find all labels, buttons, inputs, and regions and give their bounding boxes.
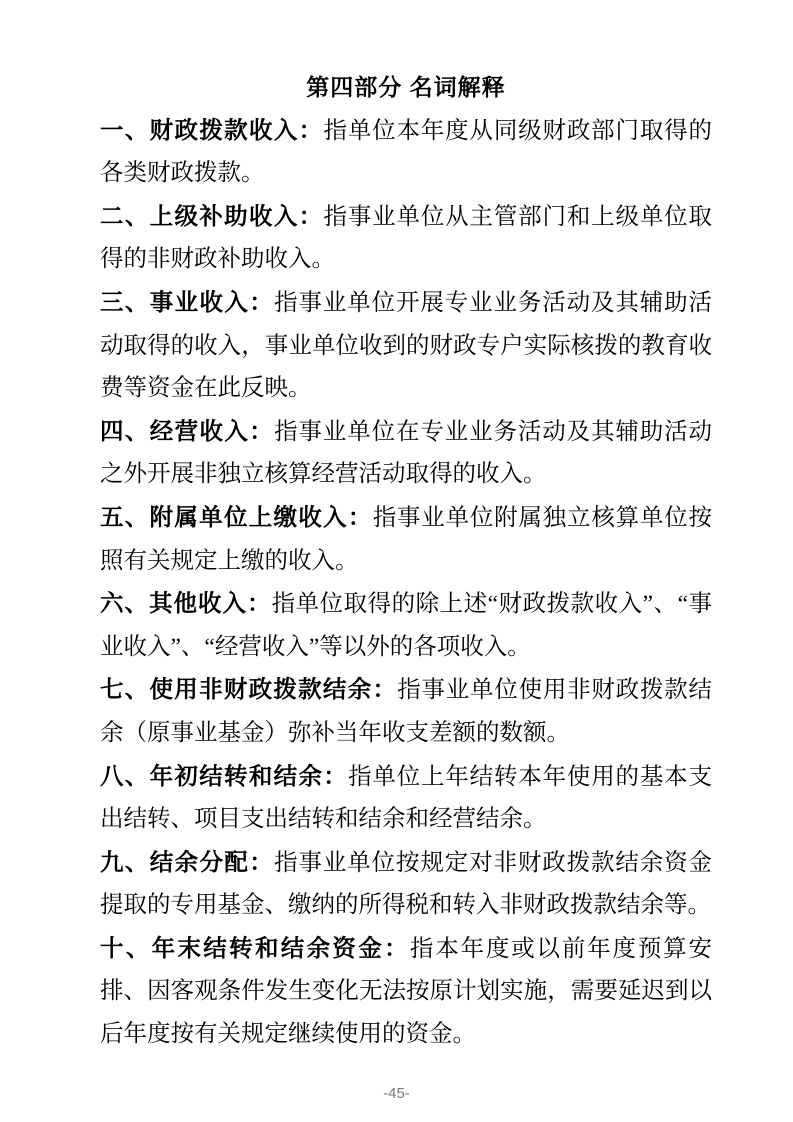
- term-definition: 指本年度或以前年度预算安排、因客观条件发生变化无法按原计划实施，需要延迟到以后年度按有关规定继续使用的资金。: [100, 935, 713, 1048]
- term-label: 三、事业收入：: [100, 288, 275, 315]
- term-definition: 指事业单位附属独立核算单位按照有关规定上缴的收入。: [100, 504, 713, 574]
- term-definition: 指事业单位使用非财政拨款结余（原事业基金）弥补当年收支差额的数额。: [100, 677, 712, 746]
- term-definition: 指事业单位在专业业务活动及其辅助活动之外开展非独立核算经营活动取得的收入。: [100, 418, 712, 488]
- term-label: 九、结余分配：: [100, 848, 275, 875]
- term-label: 一、财政拨款收入：: [100, 116, 324, 143]
- document-content: [100, 66, 712, 1056]
- term-definition: 指单位上年结转本年使用的基本支出结转、项目支出结转和结余和经营结余。: [100, 763, 712, 833]
- term-definition: 指事业单位按规定对非财政拨款结余资金提取的专用基金、缴纳的所得税和转入非财政拨款结余等。: [100, 849, 712, 919]
- term-paragraph: [100, 841, 712, 927]
- term-definition: 指单位本年度从同级财政部门取得的各类财政拨款。: [100, 117, 712, 187]
- term-definition: 指单位取得的除上述“财政拨款收入”、“事业收入”、“经营收入”等以外的各项收入。: [100, 591, 713, 660]
- term-paragraph: [100, 668, 712, 754]
- term-definition: 指事业单位开展专业业务活动及其辅助活动取得的收入，事业单位收到的财政专户实际核拨的教育收费等资金在此反映。: [100, 289, 712, 402]
- term-label: 四、经营收入：: [100, 417, 275, 444]
- term-label: 十、年末结转和结余资金：: [100, 934, 410, 961]
- term-definition: 指事业单位从主管部门和上级单位取得的非财政补助收入。: [100, 203, 712, 273]
- term-label: 五、附属单位上缴收入：: [100, 503, 373, 530]
- term-paragraph: [100, 281, 712, 410]
- term-paragraph: [100, 927, 712, 1056]
- term-label: 二、上级补助收入：: [100, 202, 324, 229]
- term-paragraph: [100, 195, 712, 281]
- term-label: 六、其他收入：: [100, 590, 272, 617]
- term-paragraph: [100, 496, 712, 582]
- page-number: -45-: [383, 1085, 410, 1102]
- term-paragraph: [100, 410, 712, 496]
- term-label: 八、年初结转和结余：: [100, 762, 349, 789]
- term-label: 七、使用非财政拨款结余：: [100, 676, 398, 703]
- page-title: 第四部分 名词解释: [306, 74, 506, 100]
- term-paragraph: [100, 755, 712, 841]
- term-paragraph: [100, 109, 712, 195]
- term-paragraph: [100, 582, 712, 668]
